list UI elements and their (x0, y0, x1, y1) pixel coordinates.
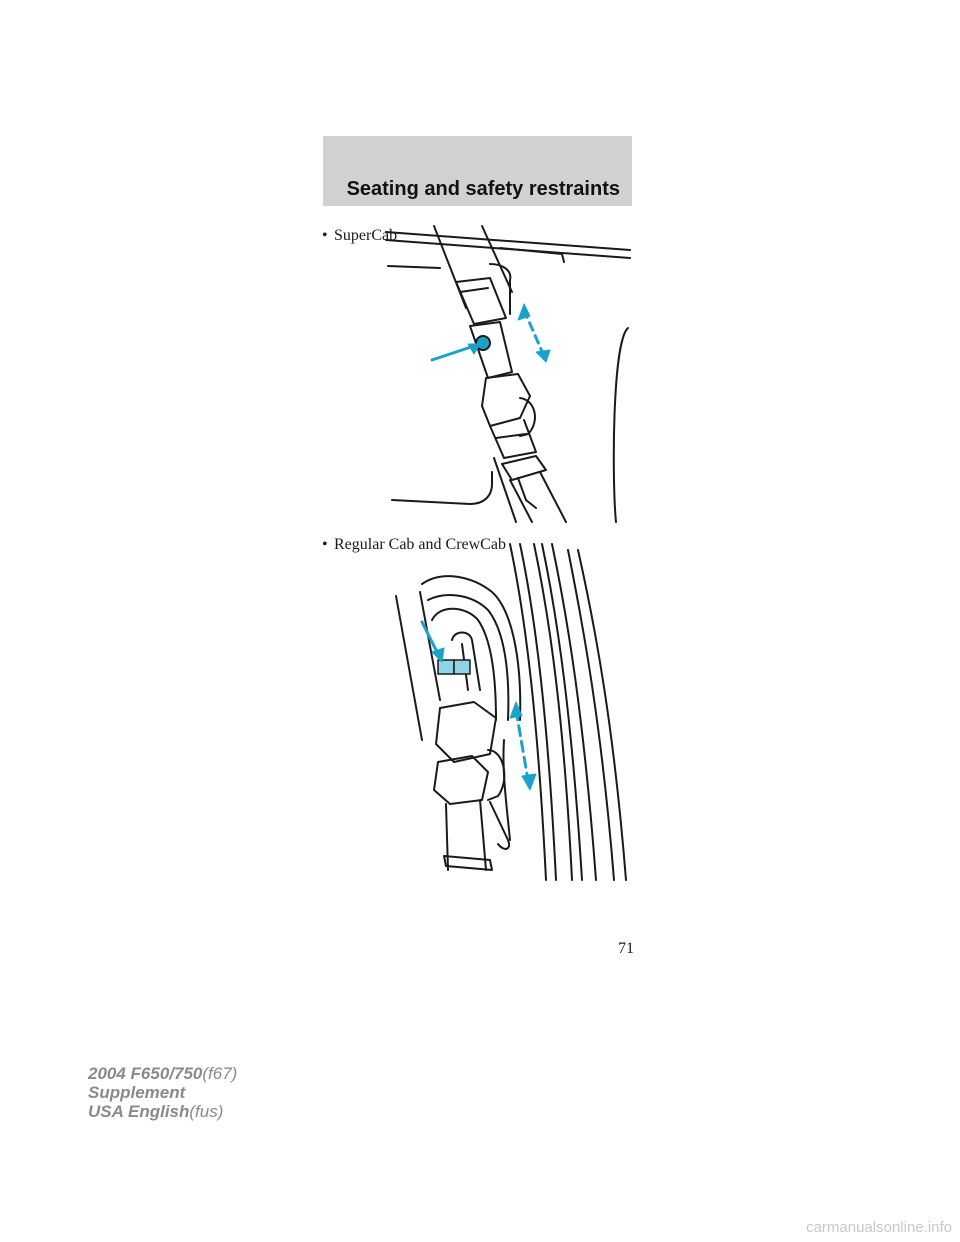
footer-line-language: USA English(fus) (88, 1102, 224, 1121)
footer-language-code: (fus) (189, 1102, 224, 1121)
supercab-seatbelt-illustration (380, 222, 636, 528)
regular-crewcab-seatbelt-illustration (392, 540, 636, 885)
page-number: 71 (618, 940, 634, 957)
bullet: • (322, 536, 328, 553)
item-label: SuperCab (334, 227, 398, 244)
watermark: carmanualsonline.info (806, 1219, 952, 1236)
item-label: Regular Cab and CrewCab (334, 536, 506, 553)
footer-line-model: 2004 F650/750(f67) (88, 1064, 238, 1083)
section-header-band (323, 136, 632, 206)
document-footer (88, 1064, 237, 1121)
section-title: Seating and safety restraints (346, 178, 620, 200)
footer-line-supplement: Supplement (88, 1083, 186, 1102)
bullet: • (322, 227, 328, 244)
footer-model-code: (f67) (202, 1064, 238, 1083)
